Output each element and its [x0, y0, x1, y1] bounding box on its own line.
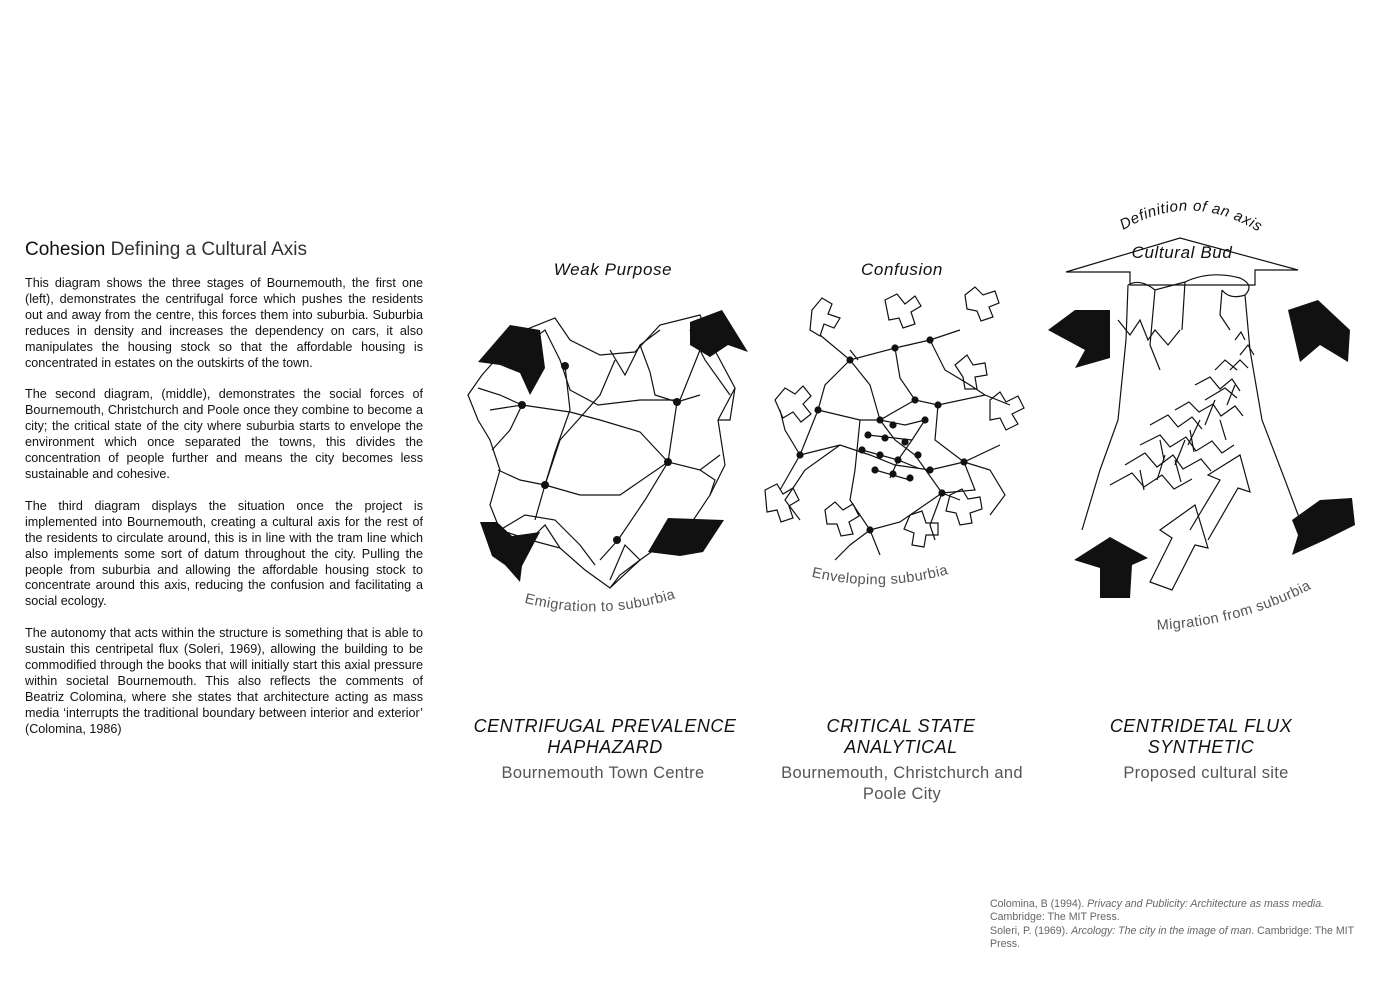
caption-diagram-2: [766, 716, 1036, 758]
black-arrow-se: [648, 518, 724, 556]
suburbia-estates: [765, 287, 1024, 547]
location-diagram-1: Bournemouth Town Centre: [501, 764, 705, 782]
title-sub: Defining a Cultural Axis: [110, 239, 307, 260]
diagram-confusion: [765, 260, 1024, 588]
caption-1-line-1: CENTRIFUGAL PREVALENCE: [473, 716, 737, 736]
caption-3-line-1: CENTRIDETAL FLUX: [1109, 716, 1293, 736]
axis-label: Definition of an axis: [1116, 197, 1266, 236]
diagram-weak-purpose: [468, 260, 748, 615]
paragraph-1: This diagram shows the three stages of Bournemouth, the first one (left), demonstrates the centrifugal force which pushes the residents out and away from the centre, this forces them into suburbia. Suburbia reduces in density and increases the dependency on cars, it also manipulates the housing stock so that the affordable housing is concentrated in estates on the outskirts of the town.: [25, 276, 423, 370]
title-main: Cohesion: [25, 239, 106, 260]
reference-2: Soleri, P. (1969). Arcology: The city in the image of man. Cambridge: The MIT Press.: [990, 924, 1354, 951]
paragraph-4: The autonomy that acts within the structure is something that is able to sustain this centripetal flux (Soleri, 1969), allowing the building to be commodified through the books that will initially start this axial pressure within societal Bournemouth. This also reflects the comments of Beatriz Colomina, where she states that architecture acting as mass media ‘interrupts the traditional boundary between interior and exterior’ (Colomina, 1986): [25, 626, 423, 736]
caption-2-line-1: CRITICAL STATE: [826, 716, 976, 736]
location-diagram-2: Bournemouth, Christchurch and Poole City: [781, 764, 1023, 803]
bud-layers: [1110, 332, 1254, 490]
emigration-label: Emigration to suburbia: [523, 586, 678, 616]
enveloping-label: Enveloping suburbia: [810, 562, 950, 589]
black-arrow-lower-left: [1074, 537, 1148, 598]
paragraph-2: The second diagram, (middle), demonstrates the social forces of Bournemouth, Christchurch and Poole once they combine to become a city; the critical state of the city where suburbia starts to envelope the environment which once separated the towns, this divides the concentration of people further and means the city becomes less sustainable and cohesive.: [25, 387, 423, 481]
hollow-arrow-up-center: [1150, 505, 1208, 590]
diagram-cultural-bud: [1048, 197, 1355, 633]
paragraph-3: The third diagram displays the situation once the project is implemented into Bournemouth, creating a cultural axis for the rest of the residents to circulate around, this is in line with the tram line which also implements some sort of datum throughout the city. Pulling the people from suburbia and allowing the affordable housing stock to concentrate around this axis, reducing the confusion and facilitating a social ecology.: [25, 498, 423, 609]
reference-1: Colomina, B (1994). Privacy and Publicity: Architecture as mass media. Cambridge: The MIT Press.: [990, 898, 1325, 924]
cultural-bud-label: Cultural Bud: [1131, 243, 1233, 262]
confusion-label: Confusion: [861, 260, 943, 279]
caption-diagram-1: [470, 716, 740, 758]
caption-1-line-2: HAPHAZARD: [547, 737, 663, 757]
black-arrow-ne: [690, 310, 748, 357]
migration-label: Migration from suburbia: [1156, 577, 1314, 634]
black-arrow-nw: [478, 325, 545, 395]
black-arrow-lower-right: [1292, 498, 1355, 555]
caption-3-line-2: SYNTHETIC: [1147, 737, 1255, 757]
black-arrow-left: [1048, 310, 1110, 368]
location-diagram-3: Proposed cultural site: [1123, 764, 1289, 782]
black-arrow-right: [1288, 300, 1350, 362]
caption-2-line-2: ANALYTICAL: [844, 737, 958, 757]
weak-purpose-label: Weak Purpose: [553, 260, 673, 279]
black-arrow-sw: [480, 522, 540, 582]
references: [990, 898, 1366, 952]
caption-diagram-3: [1066, 716, 1336, 758]
